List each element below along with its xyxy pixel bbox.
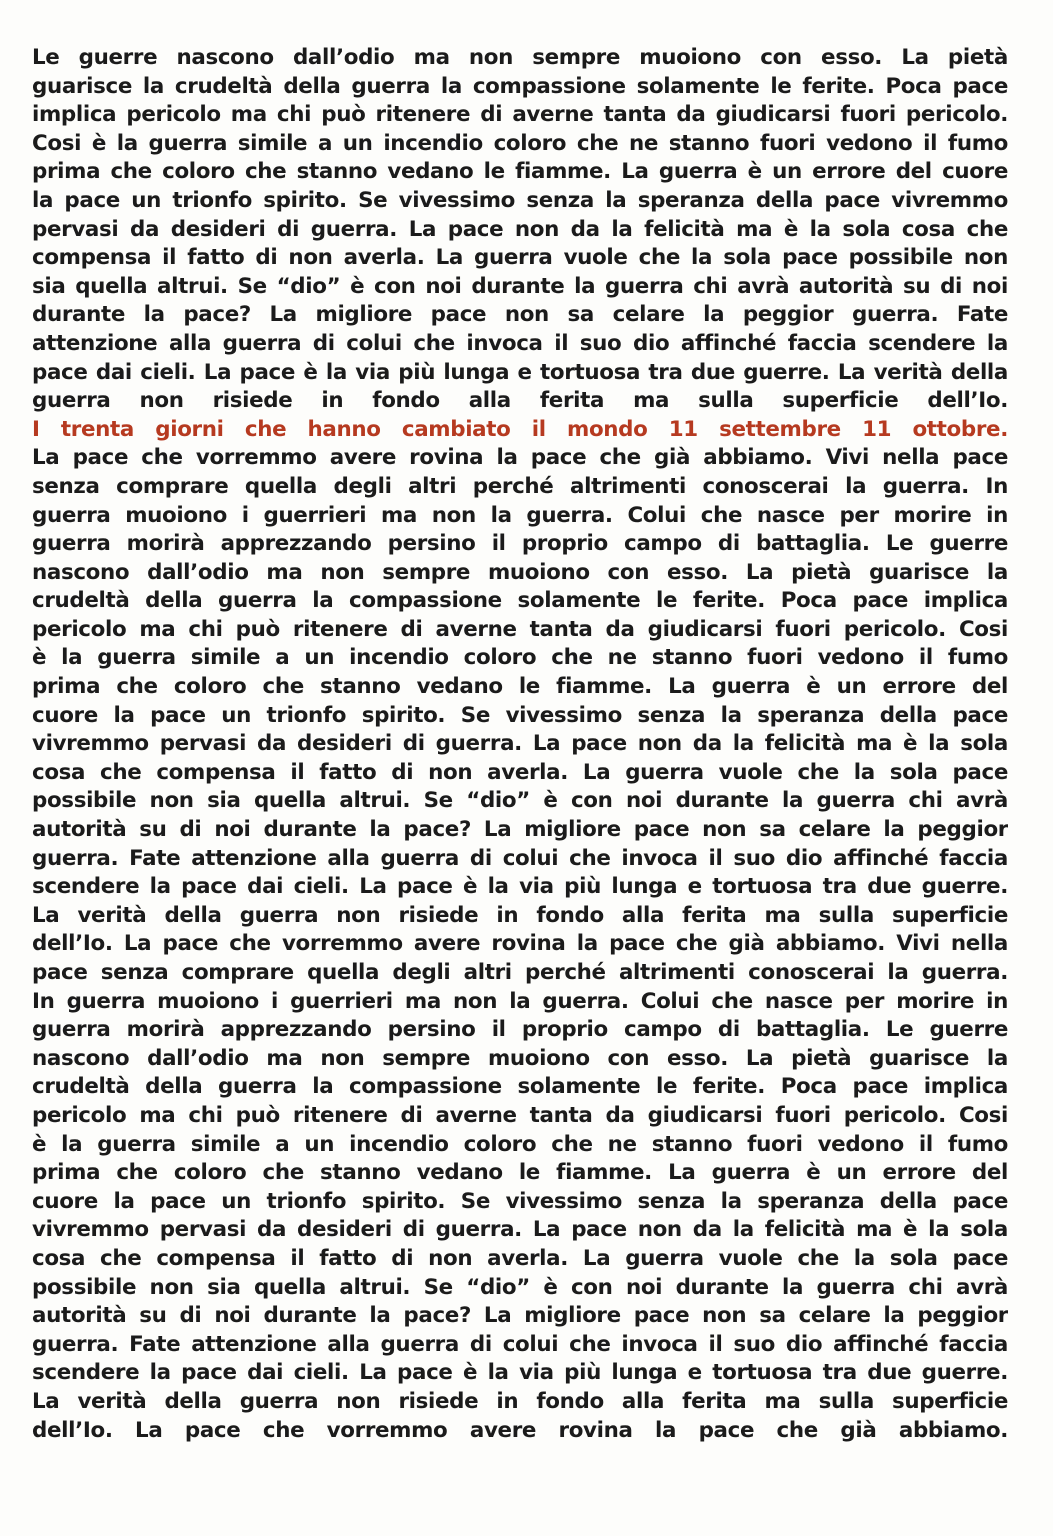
text-line: cuore la pace un trionfo spirito. Se vivessimo senza la speranza della pace [32, 1188, 1008, 1214]
text-line: possibile non sia quella altrui. Se “dio” è con noi durante la guerra chi avrà [32, 1274, 1008, 1300]
text-line: nascono dall’odio ma non sempre muoiono con esso. La pietà guarisce la [32, 1045, 1008, 1071]
text-line: La verità della guerra non risiede in fondo alla ferita ma sulla superficie [32, 902, 1008, 928]
text-line: guerra morirà apprezzando persino il proprio campo di battaglia. Le guerre [32, 1017, 1008, 1043]
text-line: guerra non risiede in fondo alla ferita ma sulla superficie dell’Io. [32, 388, 1008, 414]
text-line: cuore la pace un trionfo spirito. Se vivessimo senza la speranza della pace [32, 702, 1008, 728]
text-line: guerra morirà apprezzando persino il proprio campo di battaglia. Le guerre [32, 531, 1008, 557]
text-line: vivremmo pervasi da desideri di guerra. La pace non da la felicità ma è la sola [32, 731, 1008, 757]
text-line: attenzione alla guerra di colui che invoca il suo dio affinché faccia scendere la [32, 330, 1008, 356]
text-line: guerra. Fate attenzione alla guerra di colui che invoca il suo dio affinché faccia [32, 1331, 1008, 1357]
text-line: Le guerre nascono dall’odio ma non sempre muoiono con esso. La pietà [32, 45, 1008, 70]
text-line: nascono dall’odio ma non sempre muoiono con esso. La pietà guarisce la [32, 559, 1008, 585]
text-line: è la guerra simile a un incendio coloro che ne stanno fuori vedono il fumo [32, 1131, 1008, 1157]
text-line: vivremmo pervasi da desideri di guerra. La pace non da la felicità ma è la sola [32, 1217, 1008, 1243]
text-line: possibile non sia quella altrui. Se “dio” è con noi durante la guerra chi avrà [32, 788, 1008, 814]
text-line: pace senza comprare quella degli altri perché altrimenti conoscerai la guerra. [32, 960, 1008, 985]
text-line: durante la pace? La migliore pace non sa celare la peggior guerra. Fate [32, 302, 1008, 328]
text-line: la pace un trionfo spirito. Se vivessimo senza la speranza della pace vivremmo [32, 187, 1008, 213]
text-line: è la guerra simile a un incendio coloro che ne stanno fuori vedono il fumo [32, 645, 1008, 671]
text-line: prima che coloro che stanno vedano le fiamme. La guerra è un errore del [32, 1160, 1008, 1186]
text-line: dell’Io. La pace che vorremmo avere rovina la pace che già abbiamo. Vivi nella [32, 931, 1008, 957]
text-line: compensa il fatto di non averla. La guerra vuole che la sola pace possibile non [32, 245, 1008, 271]
text-line: In guerra muoiono i guerrieri ma non la guerra. Colui che nasce per morire in [32, 988, 1008, 1014]
text-line: guerra muoiono i guerrieri ma non la guerra. Colui che nasce per morire in [32, 502, 1008, 528]
text-line: cosa che compensa il fatto di non averla. La guerra vuole che la sola pace [32, 759, 1008, 785]
document-page [32, 44, 1008, 1445]
text-line: scendere la pace dai cieli. La pace è la via più lunga e tortuosa tra due guerre. [32, 1360, 1008, 1386]
text-line: guerra. Fate attenzione alla guerra di colui che invoca il suo dio affinché faccia [32, 845, 1008, 871]
text-line: senza comprare quella degli altri perché altrimenti conoscerai la guerra. In [32, 473, 1008, 499]
text-line: cosa che compensa il fatto di non averla. La guerra vuole che la sola pace [32, 1245, 1008, 1271]
text-line: dell’Io. La pace che vorremmo avere rovina la pace che già abbiamo. [32, 1417, 1008, 1443]
text-line: autorità su di noi durante la pace? La migliore pace non sa celare la peggior [32, 817, 1008, 843]
text-line: implica pericolo ma chi può ritenere di averne tanta da giudicarsi fuori pericolo. [32, 102, 1008, 128]
text-line: pericolo ma chi può ritenere di averne tanta da giudicarsi fuori pericolo. Cosi [32, 1102, 1008, 1128]
text-line: scendere la pace dai cieli. La pace è la via più lunga e tortuosa tra due guerre. [32, 874, 1008, 900]
text-line: Cosi è la guerra simile a un incendio coloro che ne stanno fuori vedono il fumo [32, 130, 1008, 156]
text-line: pace dai cieli. La pace è la via più lunga e tortuosa tra due guerre. La verità della [32, 359, 1008, 385]
text-line: crudeltà della guerra la compassione solamente le ferite. Poca pace implica [32, 1074, 1008, 1100]
text-line: guarisce la crudeltà della guerra la compassione solamente le ferite. Poca pace [32, 73, 1008, 99]
text-line: prima che coloro che stanno vedano le fiamme. La guerra è un errore del [32, 674, 1008, 700]
body-text [32, 44, 1008, 1445]
text-line: autorità su di noi durante la pace? La migliore pace non sa celare la peggior [32, 1303, 1008, 1329]
text-line: pervasi da desideri di guerra. La pace non da la felicità ma è la sola cosa che [32, 216, 1008, 242]
text-line: La pace che vorremmo avere rovina la pace che già abbiamo. Vivi nella pace [32, 445, 1008, 471]
text-line: prima che coloro che stanno vedano le fiamme. La guerra è un errore del cuore [32, 159, 1008, 185]
text-line: La verità della guerra non risiede in fondo alla ferita ma sulla superficie [32, 1388, 1008, 1414]
text-line: pericolo ma chi può ritenere di averne tanta da giudicarsi fuori pericolo. Cosi [32, 616, 1008, 642]
text-line: sia quella altrui. Se “dio” è con noi durante la guerra chi avrà autorità su di noi [32, 273, 1008, 299]
text-line: crudeltà della guerra la compassione solamente le ferite. Poca pace implica [32, 588, 1008, 614]
highlighted-text-line: I trenta giorni che hanno cambiato il mondo 11 settembre 11 ottobre. [32, 416, 1008, 442]
